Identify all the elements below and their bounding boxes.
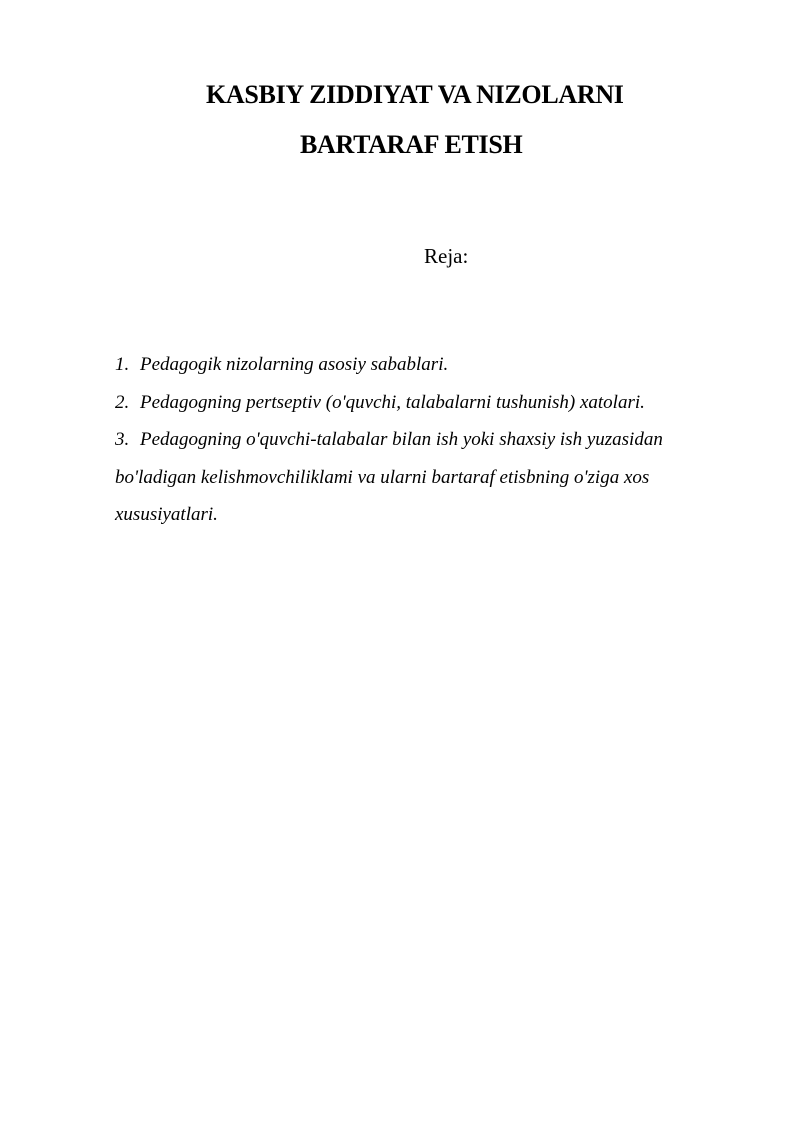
plan-heading: Reja: <box>424 244 469 268</box>
document-title-line-2: BARTARAF ETISH <box>300 130 523 159</box>
plan-item-text: Pedagogik nizolarning asosiy sabablari. <box>140 354 449 375</box>
plan-item-number: 2. <box>115 391 130 413</box>
plan-item <box>115 421 715 534</box>
plan-item-number: 3. <box>115 429 130 450</box>
plan-list <box>115 346 715 534</box>
document-title-line-1: KASBIY ZIDDIYAT VA NIZOLARNI <box>206 80 624 109</box>
plan-item-text: Pedagogning pertseptiv (o'quvchi, talabalarni tushunish) xatolari. <box>140 391 645 413</box>
plan-item-text: Pedagogning o'quvchi-talabalar bilan ish yoki shaxsiy ish yuzasidan bo'ladigan kelishmovchiliklami va ularni bartaraf etisbning o'ziga xos xususiyatlari. <box>115 429 663 525</box>
plan-item <box>115 384 715 422</box>
plan-item <box>115 346 715 384</box>
plan-item-number: 1. <box>115 354 130 375</box>
